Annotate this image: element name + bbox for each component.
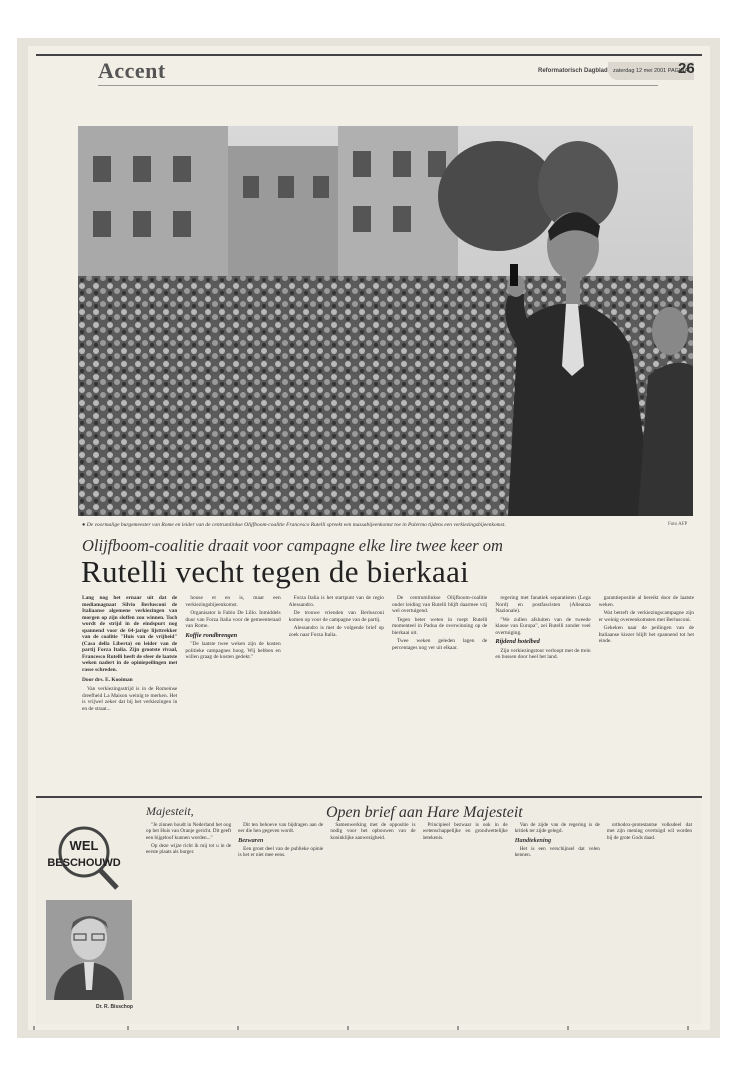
photo-illustration <box>78 126 693 516</box>
article-column: house et en is, maar een verkiezingsbijeenkomst. Organisator is Fabio De Lillo. Inmiddels duur van Forza Italia voor de gemeenteraad van Rome. Koffie rondbrengen "De laatste twee weken zijn de kosten politieke campagnes hoog. Wij hebben en willen graag de kosten gedekt." <box>185 595 281 661</box>
column-subheading: Bezwaren <box>238 836 264 844</box>
column-text: Dit ten behoeve van bijdragen aan de eer die hen gegeven wordt. Bezwaren Een groot deel van de publieke opinie is het er niet mee eens. <box>238 822 324 859</box>
column-title: Open brief aan Hare Majesteit <box>326 804 523 821</box>
column-body <box>146 822 692 1020</box>
column-box <box>36 796 702 1024</box>
article-headline: Rutelli vecht tegen de bierkaai <box>81 554 470 589</box>
page-number: 26 <box>678 60 695 77</box>
author-portrait <box>46 900 132 1000</box>
section-rule <box>98 85 658 86</box>
article-column: De centrumlinkse Olijfboom-coalitie onder leiding van Rutelli blijft daarmee vrij wel overtuigend. Tegen beter weten in roept Rutelli momenteel in Padua de overwinning op de bierkaai uit. Twee weken geleden lagen de percentages nog ver uit elkaar. <box>391 595 488 651</box>
column-text: orthodox-protestantse volksdeel dat met zijn mening overtuigd wil worden bij de grote Gods daad. <box>606 822 693 841</box>
logo-text-1: WEL <box>69 838 99 853</box>
page-ticks <box>28 1026 710 1030</box>
photo-credit: Foto AFP <box>668 522 688 527</box>
author-photo <box>46 900 132 1000</box>
article-kicker: Olijfboom-coalitie draait voor campagne elke lire twee keer om <box>82 536 503 555</box>
article-column: regering met fanatiek separatisten (Lega Nord) en postfascisten (Alleanza Nazionale). "We zullen afsluiten van de tweede klasse van Europa", zei Rutelli zonder veel overtuiging. Rijdend hotelbed Zijn verkiezingstour verloopt met de trein en bussen door heel het land. <box>495 595 591 661</box>
column-text: Principieel bezwaar is ook in de wetenschappelijke en grondwettelijke betekenis. <box>422 822 508 841</box>
column-subheading: Handtekening <box>514 836 552 844</box>
column-salutation: Majesteit, <box>146 804 194 818</box>
article-subheading: Koffie rondbrengen <box>185 631 238 639</box>
article-column: garantiepositie al bereikt door de laatste weken. Wat betreft de verkiezingscampagne zijn er weinig overeenkomsten met Berlusconi. Gekeken naar de peilingen van de Italiaanse kiezer blijft het spannend tot het einde. <box>598 595 694 645</box>
paper-name: Reformatorisch Dagblad <box>538 68 608 74</box>
article-byline: Door drs. E. Kooiman <box>82 676 133 683</box>
column-text: Van de zijde van de regering is de kritiek ter zijde gelegd. Handtekening Het is een verschijnsel dat velen kennen. <box>514 822 600 859</box>
photo-caption: ● De voormalige burgemeester van Rome en leider van de centrumlinkse Olijfboom-coalitie Francesco Rutelli spreekt een massabijeenkomst toe in Palermo tijdens een verkiezingsbijeenkomst. <box>82 522 506 528</box>
logo-text-2: BESCHOUWD <box>47 857 121 869</box>
column-text: Samenwerking met de oppositie is nodig voor het opbouwen van de koninklijke aanwezigheid. <box>330 822 416 841</box>
article-body <box>82 595 694 795</box>
newspaper-sheet <box>17 38 720 1038</box>
newspaper-page <box>28 46 710 1030</box>
article-column: Forza Italia is het startpunt van de regio Alessandro. De trouwe vrienden van Berlusconi komen op voor de campagne van de partij. Alessandro is met de volgende brief op zoek naar Forza Italia. <box>288 595 384 638</box>
header-rule <box>36 54 702 56</box>
column-text: "Je zinnen houdt in Nederland het oog op het Huis van Oranje gericht. Dit geeft een bijgeloof kunnen worden..." Op deze wijze richt ik mij tot u in de eerste plaats als burger. <box>146 822 232 856</box>
article-lead: Lang nog het ernaar uit dat de mediamagnaat Silvio Berlusconi de Italiaanse algemene verkiezingen van morgen op zijn sloffen zou winnen. Toch wordt de strijd in de eindspurt nog spannend voor de 64-jarige lijsttrekker van de coalitie "Huis van de vrijheid" (Casa della Liberta) en leider van de partij Forza Italia. Zijn grootste rivaal, Francesco Rutelli heeft de sfeer de laatste weken nadert in de opiniepeilingen met rasse schreden. <box>82 595 178 674</box>
magnifier-logo <box>42 824 132 894</box>
date-line: zaterdag 12 mei 2001 PAGINA <box>613 68 689 74</box>
article-column: Lang nog het ernaar uit dat de mediamagnaat Silvio Berlusconi de Italiaanse algemene verkiezingen van morgen op zijn sloffen zou winnen. Toch wordt de strijd in de eindspurt nog spannend voor de 64-jarige lijsttrekker van de coalitie "Huis van de vrijheid" (Casa della Liberta) en leider van de partij Forza Italia. Zijn grootste rivaal, Francesco Rutelli heeft de sfeer de laatste weken nadert in de opiniepeilingen met rasse schreden. Door drs. E. Kooiman Van verkiezingsstrijd is in de Romeinse dreefheid La Maison weinig te merken. Het is vrijwel zeker dat bij het verkiezingen in en de straat... <box>82 595 178 712</box>
crowd-photo <box>78 126 693 516</box>
section-title: Accent <box>98 58 166 83</box>
article-subheading: Rijdend hotelbed <box>495 638 540 646</box>
author-name: Dr. R. Bisschop <box>96 1004 133 1010</box>
